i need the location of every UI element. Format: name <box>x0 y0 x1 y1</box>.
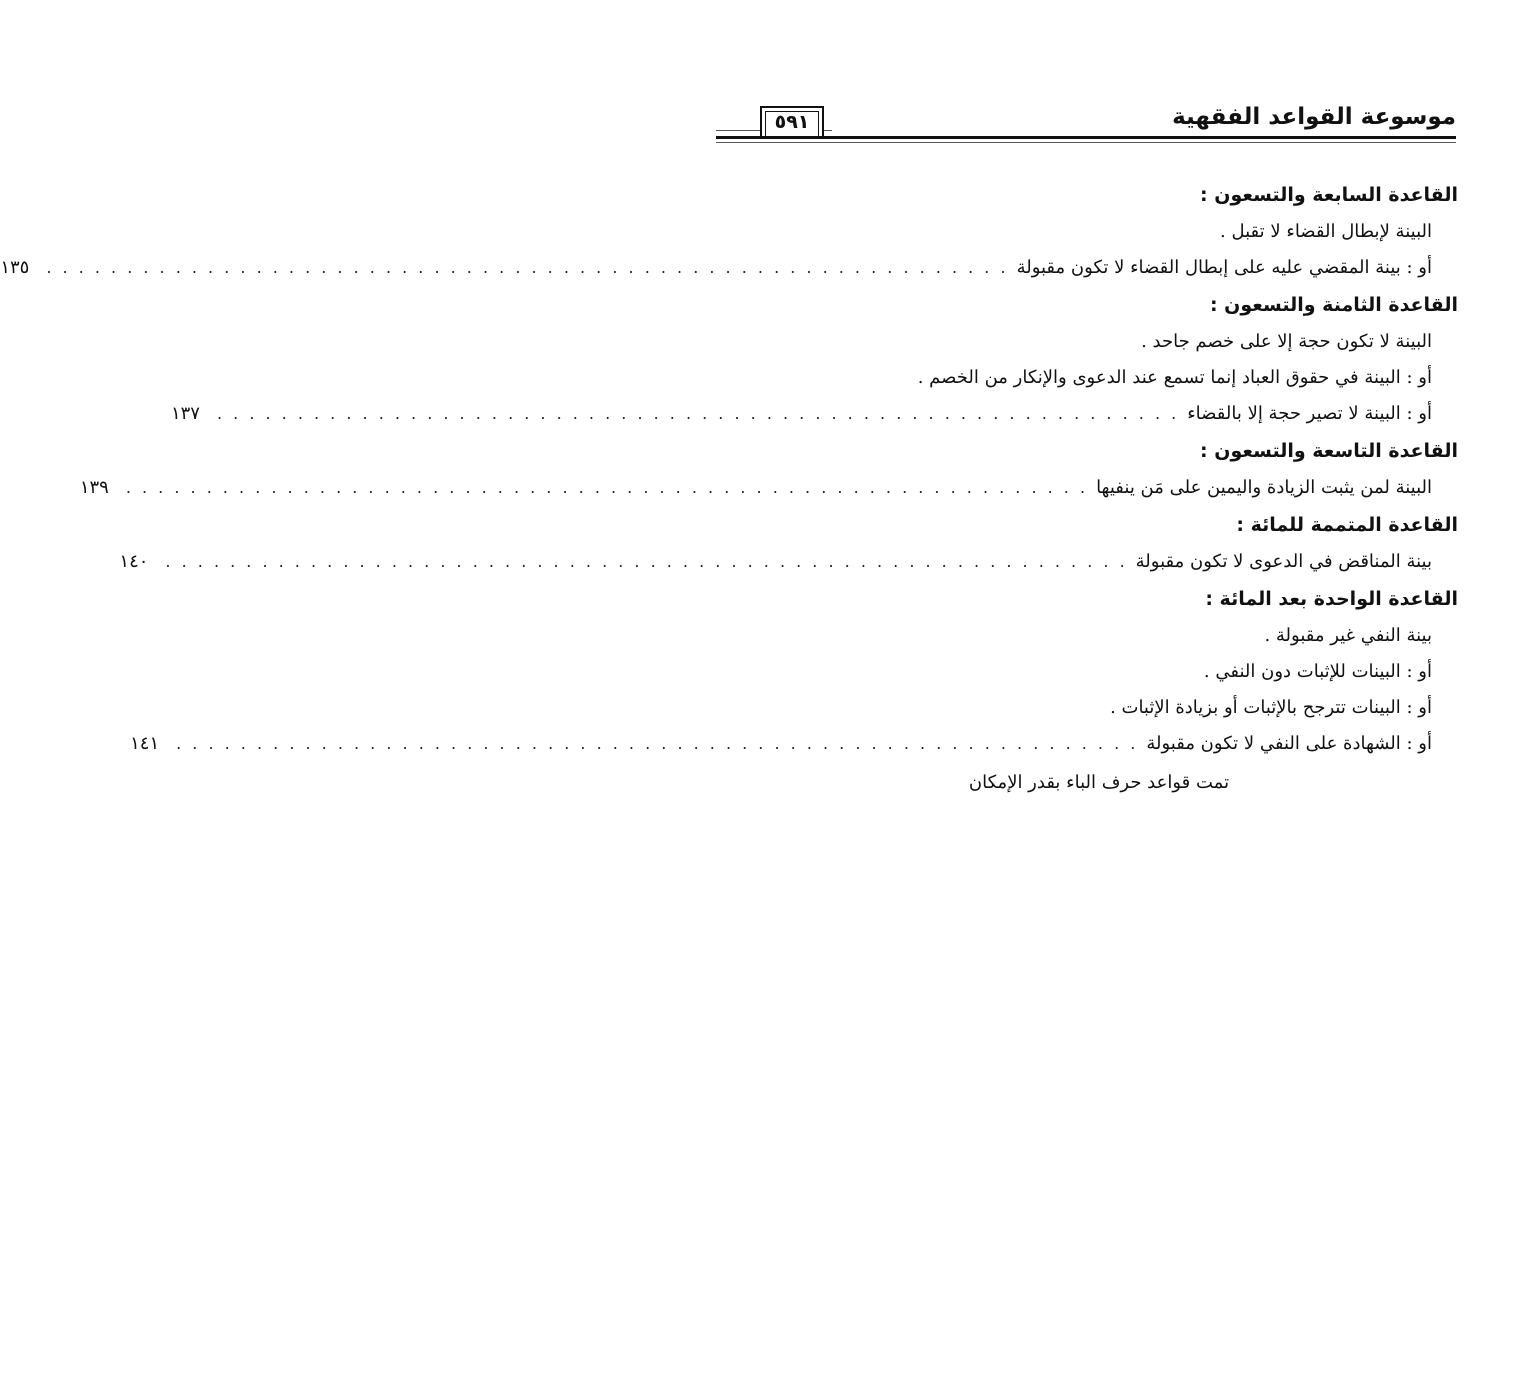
book-title: موسوعة القواعد الفقهية <box>1172 104 1456 130</box>
dot-leader: . . . . . . . . . . . . . . . . . . . . . . . . . . . . . . . . . . . . . . . . . . . . . . . . . . . . . . . . . . . . <box>125 478 1089 497</box>
index-entry <box>119 544 1458 580</box>
page-number: ٥٩١ <box>760 106 824 136</box>
entry-text: أو : البينة لا تصير حجة إلا بالقضاء <box>1187 403 1432 424</box>
entry-text: البينة لمن يثبت الزيادة واليمين على مَن ينفيها <box>1096 477 1432 498</box>
index-content <box>0 176 1458 800</box>
index-entry <box>710 324 1458 360</box>
rule-heading: القاعدة التاسعة والتسعون : <box>1200 440 1458 462</box>
index-entry <box>0 250 1458 286</box>
entry-text: أو : الشهادة على النفي لا تكون مقبولة <box>1146 733 1432 754</box>
running-header <box>716 100 1456 150</box>
rule-heading: القاعدة الثامنة والتسعون : <box>1209 294 1458 316</box>
entry-text: أو : البينات للإثبات دون النفي . <box>1203 661 1432 682</box>
entry-text: أو : البينات تترجح بالإثبات أو بزيادة الإثبات . <box>1110 697 1432 718</box>
dot-leader: . . . . . . . . . . . . . . . . . . . . . . . . . . . . . . . . . . . . . . . . . . . . . . . . . . . . . . . . . . . . <box>165 552 1128 571</box>
header-rule-thin <box>716 142 1456 143</box>
index-entry <box>710 690 1458 726</box>
header-rule-left <box>716 130 760 131</box>
dot-leader: . . . . . . . . . . . . . . . . . . . . . . . . . . . . . . . . . . . . . . . . . . . . . . . . . . . . . . . . . . . . <box>216 404 1180 423</box>
entry-page-number: ١٣٧ <box>170 403 200 424</box>
dot-leader: . . . . . . . . . . . . . . . . . . . . . . . . . . . . . . . . . . . . . . . . . . . . . . . . . . . . . . . . . . . . <box>46 258 1009 277</box>
rule-heading: القاعدة الواحدة بعد المائة : <box>1205 588 1458 610</box>
index-entry <box>710 618 1458 654</box>
entry-text: أو : بينة المقضي عليه على إبطال القضاء لا تكون مقبولة <box>1016 257 1432 278</box>
index-entry <box>710 360 1458 396</box>
index-entry <box>710 654 1458 690</box>
index-entry <box>130 726 1458 762</box>
entry-text: أو : البينة في حقوق العباد إنما تسمع عند الدعوى والإنكار من الخصم . <box>917 367 1432 388</box>
entry-text: البينة لإبطال القضاء لا تقبل . <box>1220 221 1432 242</box>
rule-heading: القاعدة المتممة للمائة : <box>1236 514 1458 536</box>
rule-heading: القاعدة السابعة والتسعون : <box>1200 184 1458 206</box>
dot-leader: . . . . . . . . . . . . . . . . . . . . . . . . . . . . . . . . . . . . . . . . . . . . . . . . . . . . . . . . . . . . <box>176 734 1139 753</box>
index-entry <box>79 470 1458 506</box>
entry-page-number: ١٤١ <box>130 733 160 754</box>
entry-text: البينة لا تكون حجة إلا على خصم جاحد . <box>1141 331 1432 352</box>
header-rule-thick <box>716 136 1456 139</box>
entry-page-number: ١٣٩ <box>79 477 109 498</box>
entry-page-number: ١٤٠ <box>119 551 149 572</box>
entry-page-number: ١٣٥ <box>0 257 30 278</box>
index-entry <box>170 396 1458 432</box>
index-entry <box>710 214 1458 250</box>
entry-text: بينة النفي غير مقبولة . <box>1264 625 1432 646</box>
header-rule-gap <box>824 130 832 131</box>
entry-text: بينة المناقض في الدعوى لا تكون مقبولة <box>1135 551 1432 572</box>
closing-note: تمت قواعد حرف الباء بقدر الإمكان <box>968 772 1230 793</box>
